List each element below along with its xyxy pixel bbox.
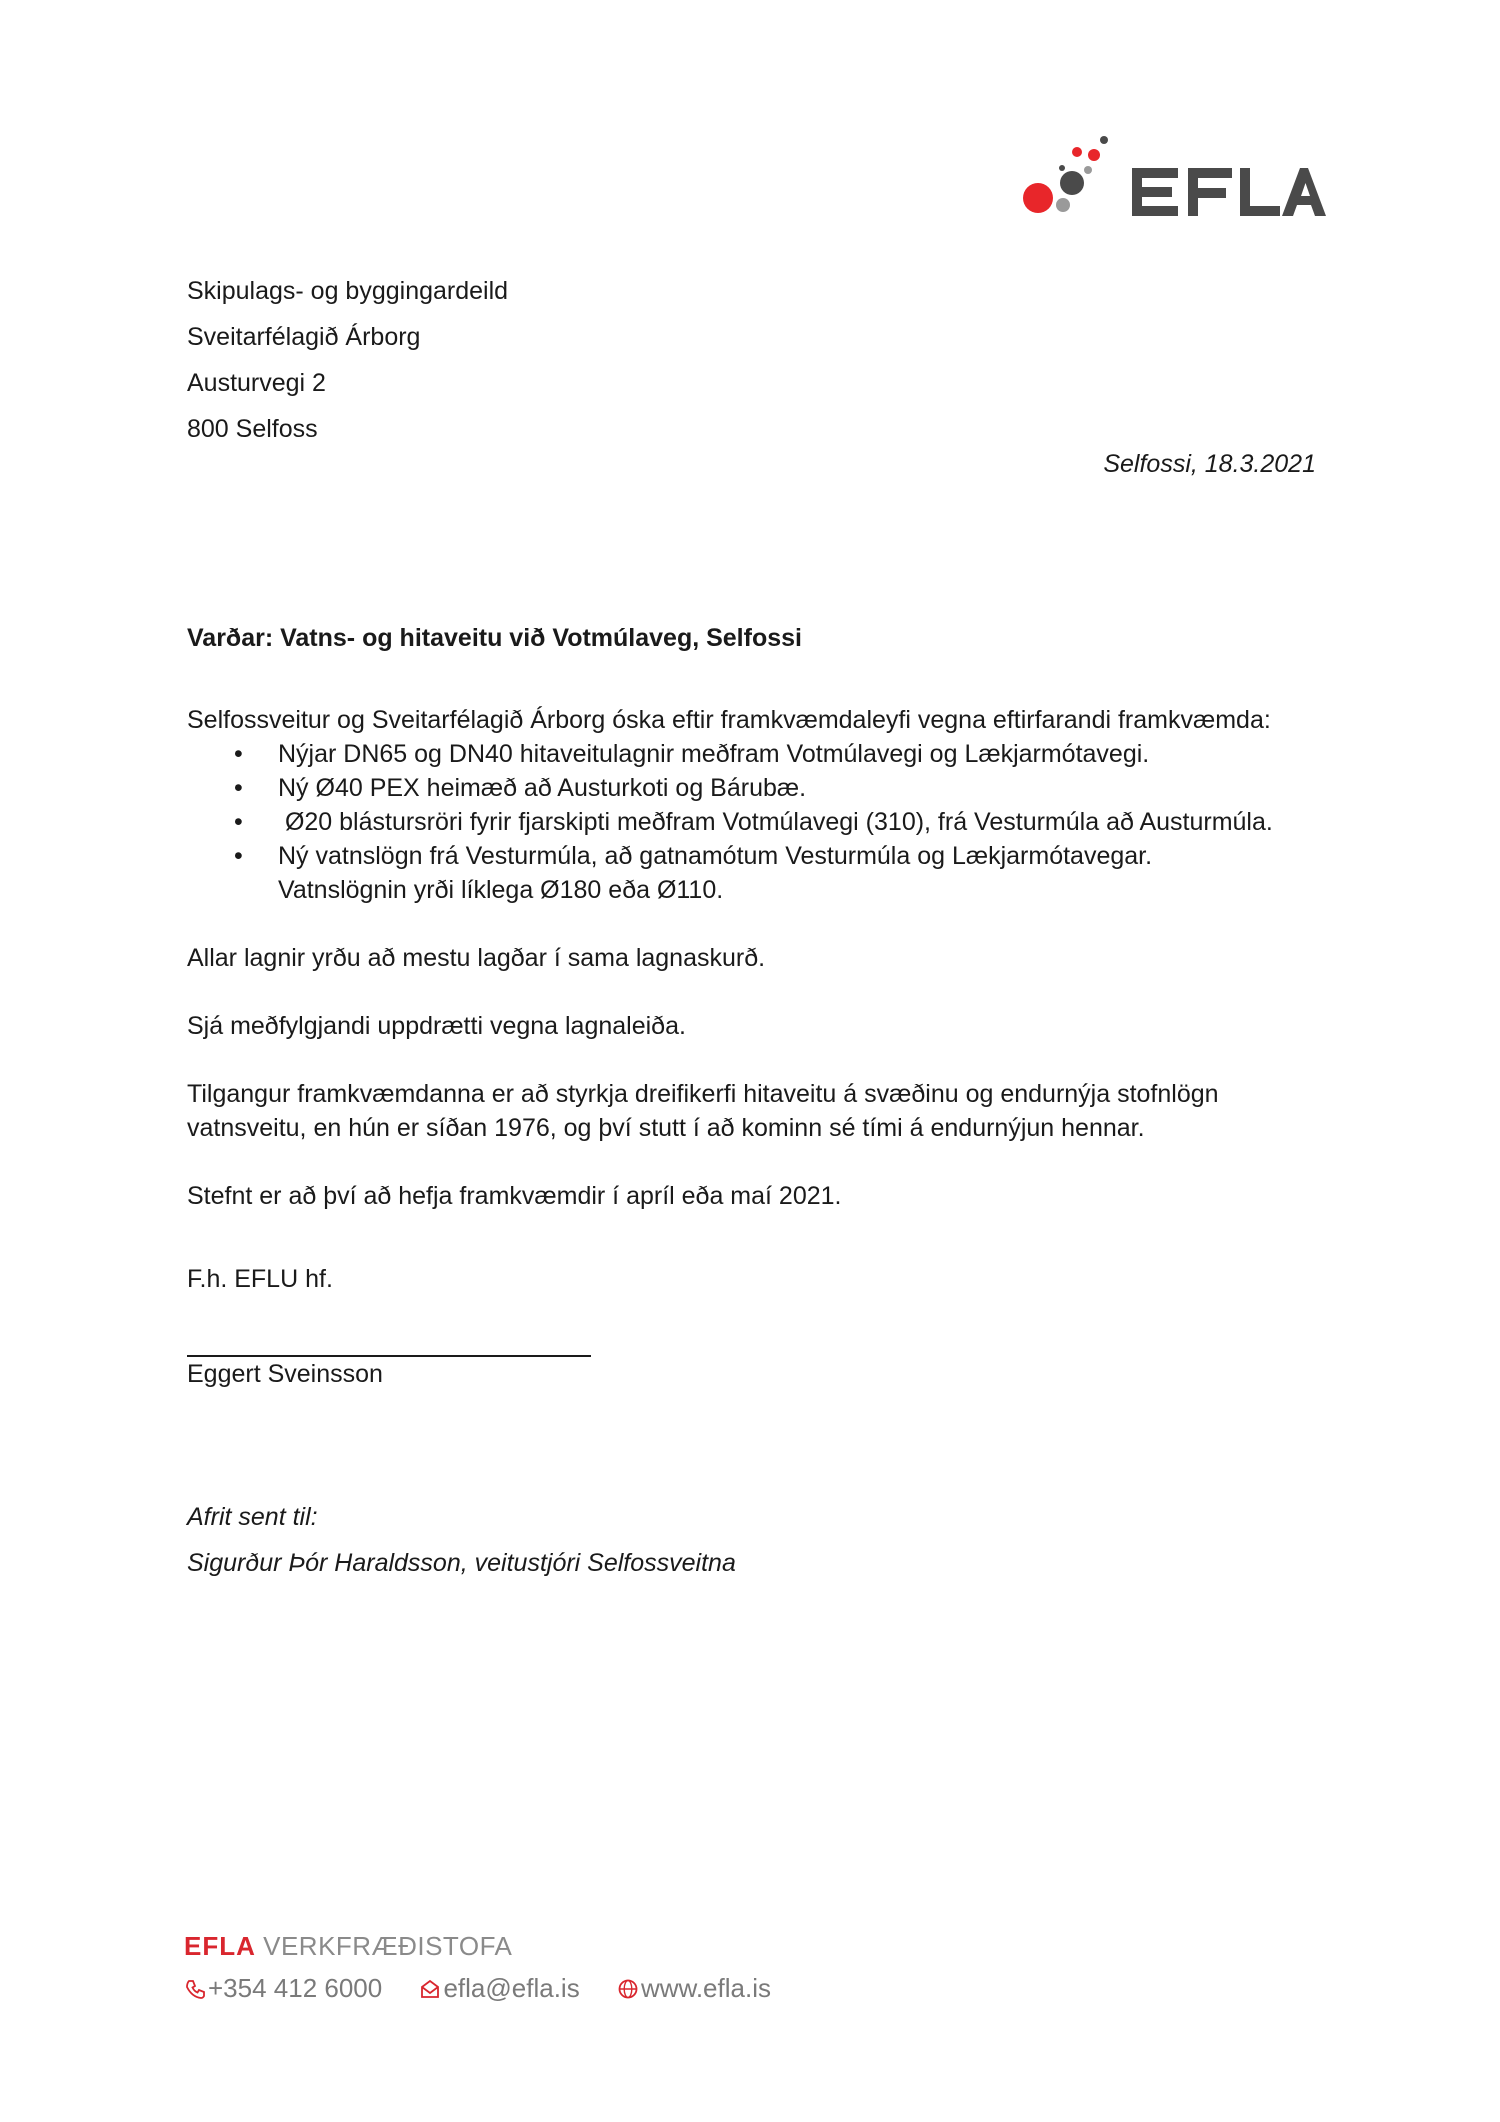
logo-dot-large-red [1023,183,1053,213]
recipient-address [187,268,508,452]
footer-email [419,1970,579,2006]
letter-footer [184,1928,801,2006]
body-paragraph-schedule: Stefnt er að því að hefja framkvæmdir í apríl eða maí 2021. [187,1182,842,1210]
list-item [187,771,1327,805]
works-list [187,737,1327,907]
signature-line [187,1355,591,1357]
cc-recipient: Sigurður Þór Haraldsson, veitustjóri Selfossveitna [187,1549,736,1577]
footer-subtitle: VERKFRÆÐISTOFA [263,1931,513,1961]
body-paragraph-purpose-line1: Tilgangur framkvæmdanna er að styrkja dreifikerfi hitaveitu á svæðinu og endurnýja stofnlögn [187,1080,1219,1108]
footer-web-text[interactable]: www.efla.is [640,1973,771,2003]
logo-letter-e [1132,168,1178,216]
footer-email-text[interactable]: efla@efla.is [443,1973,580,2003]
footer-brand: EFLA [184,1931,256,1961]
recipient-line-city: 800 Selfoss [187,415,318,443]
list-item [187,839,1327,907]
list-item [187,737,1327,771]
signature-on-behalf: F.h. EFLU hf. [187,1265,333,1293]
recipient-line-department: Skipulags- og byggingardeild [187,277,509,305]
list-item-text: Ný Ø40 PEX heimæð að Austurkoti og Bárubæ. [278,774,807,802]
email-icon [419,1978,441,2000]
logo-dot-small-red-2 [1088,149,1100,161]
list-item-text: Ný vatnslögn frá Vesturmúla, að gatnamótum Vesturmúla og Lækjarmótavegar. [278,842,1153,870]
bullet-icon: • [234,774,243,802]
list-item-text: Ø20 blástursröri fyrir fjarskipti meðfram Votmúlavegi (310), frá Vesturmúla að Austurmúla. [278,808,1273,836]
footer-web [617,1970,771,2006]
footer-phone-text: +354 412 6000 [208,1973,383,2003]
bullet-icon: • [234,740,243,768]
logo-dot-small-gray-1 [1100,136,1108,144]
list-item-continuation: Vatnslögnin yrði líklega Ø180 eða Ø110. [278,876,724,904]
bullet-icon: • [234,842,243,870]
logo-dot-small-gray-2 [1084,166,1092,174]
footer-phone [184,1970,382,2006]
letter-body [187,703,1327,1213]
logo-dot-light-gray [1056,198,1070,212]
recipient-line-organization: Sveitarfélagið Árborg [187,323,421,351]
logo-wordmark [1132,168,1326,216]
footer-company [184,1928,801,1964]
body-paragraph-drawings: Sjá meðfylgjandi uppdrætti vegna lagnaleiða. [187,1012,686,1040]
efla-logo-graphic [1020,128,1330,228]
body-paragraph-purpose-line2: vatnsveitu, en hún er síðan 1976, og því stutt í að kominn sé tími á endurnýjun hennar. [187,1114,1145,1142]
logo-dot-large-gray [1060,171,1084,195]
letter-date: Selfossi, 18.3.2021 [1103,450,1316,478]
logo-letter-a [1282,168,1326,216]
list-item-text: Nýjar DN65 og DN40 hitaveitulagnir meðfram Votmúlavegi og Lækjarmótavegi. [278,740,1150,768]
logo-letter-l [1240,168,1280,216]
letter-subject: Varðar: Vatns- og hitaveitu við Votmúlaveg, Selfossi [187,624,802,652]
logo-letter-f [1188,168,1232,216]
efla-logo [1020,128,1330,228]
body-paragraph-trench: Allar lagnir yrðu að mestu lagðar í sama lagnaskurð. [187,944,766,972]
bullet-icon: • [234,808,243,836]
phone-icon [184,1978,206,2000]
list-item [187,805,1327,839]
logo-dot-small-red-1 [1072,147,1082,157]
body-intro: Selfossveitur og Sveitarfélagið Árborg óska eftir framkvæmdaleyfi vegna eftirfarandi framkvæmda: [187,706,1271,734]
recipient-line-street: Austurvegi 2 [187,369,326,397]
copy-sent-to [187,1494,736,1586]
footer-contacts [184,1970,801,2006]
logo-dot-small-gray-3 [1059,165,1065,171]
globe-icon [617,1978,639,2000]
signer-name: Eggert Sveinsson [187,1360,383,1388]
cc-label: Afrit sent til: [187,1503,318,1531]
